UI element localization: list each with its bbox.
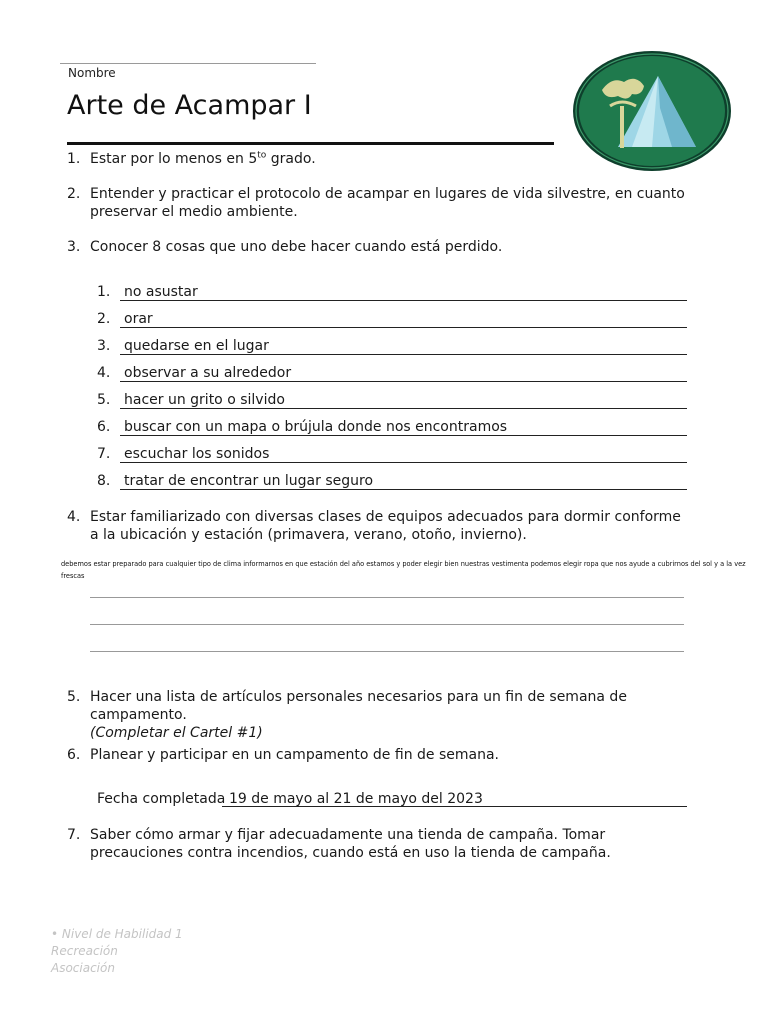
lost-list-item[interactable]: 7. escuchar los sonidos — [97, 445, 687, 463]
lost-list-item[interactable]: 4. observar a su alrededor — [97, 364, 687, 382]
title-rule — [67, 142, 554, 145]
lost-list-answer: no asustar — [124, 284, 198, 300]
footer-line: • Nivel de Habilidad 1 — [51, 927, 183, 941]
lost-list-answer: tratar de encontrar un lugar seguro — [124, 473, 374, 489]
date-completed-value: 19 de mayo al 21 de mayo del 2023 — [229, 791, 483, 807]
lost-list-item[interactable]: 2. orar — [97, 310, 687, 328]
lost-list-item[interactable]: 6. buscar con un mapa o brújula donde nos encontramos — [97, 418, 687, 436]
page-title: Arte de Acampar I — [67, 90, 312, 121]
lost-list-answer: quedarse en el lugar — [124, 338, 269, 354]
requirement-7: 7. Saber cómo armar y fijar adecuadamente una tienda de campaña. Tomar precauciones contra incendios, cuando está en uso la tienda de campaña. — [67, 827, 611, 861]
answer-blank-line[interactable] — [90, 624, 684, 625]
name-line — [60, 63, 316, 64]
requirement-5: 5. Hacer una lista de artículos personales necesarios para un fin de semana de campamento. (Completar el Cartel #1) — [67, 689, 627, 741]
requirement-4: 4. Estar familiarizado con diversas clases de equipos adecuados para dormir conforme a la ubicación y estación (primavera, verano, otoño, invierno). — [67, 509, 681, 543]
requirement-4-answer[interactable]: debemos estar preparado para cualquier tipo de clima informarnos en que estación del año estamos y poder elegir bien nuestras vestimenta podemos elegir ropa que nos ayude a cubrirnos del sol y a la vez frescas — [61, 560, 746, 580]
name-label: Nombre — [68, 66, 116, 80]
lost-list-item[interactable]: 8. tratar de encontrar un lugar seguro — [97, 472, 687, 490]
lost-list-item[interactable]: 3. quedarse en el lugar — [97, 337, 687, 355]
lost-list-answer: buscar con un mapa o brújula donde nos encontramos — [124, 419, 508, 435]
footer-line: Recreación — [51, 944, 118, 958]
footer-line: Asociación — [51, 961, 115, 975]
requirement-1: 1. Estar por lo menos en $5^{to}$ grado. — [67, 150, 316, 167]
requirement-5-note: (Completar el Cartel #1) — [90, 725, 263, 741]
answer-blank-line[interactable] — [90, 651, 684, 652]
requirement-2: 2. Entender y practicar el protocolo de acampar en lugares de vida silvestre, en cuanto preservar el medio ambiente. — [67, 186, 685, 220]
answer-blank-line[interactable] — [90, 597, 684, 598]
lost-list-answer: escuchar los sonidos — [124, 446, 270, 462]
date-completed-label: Fecha completada — [97, 791, 226, 807]
requirement-3: 3. Conocer 8 cosas que uno debe hacer cuando está perdido. — [67, 239, 503, 255]
lost-list-item[interactable]: 1. no asustar — [97, 283, 687, 301]
lost-list-answer: observar a su alrededor — [124, 365, 292, 381]
lost-list-answer: hacer un grito o silvido — [124, 392, 285, 408]
lost-list-answer: orar — [124, 311, 153, 327]
requirement-6: 6. Planear y participar en un campamento de fin de semana. — [67, 747, 499, 763]
lost-list-item[interactable]: 5. hacer un grito o silvido — [97, 391, 687, 409]
